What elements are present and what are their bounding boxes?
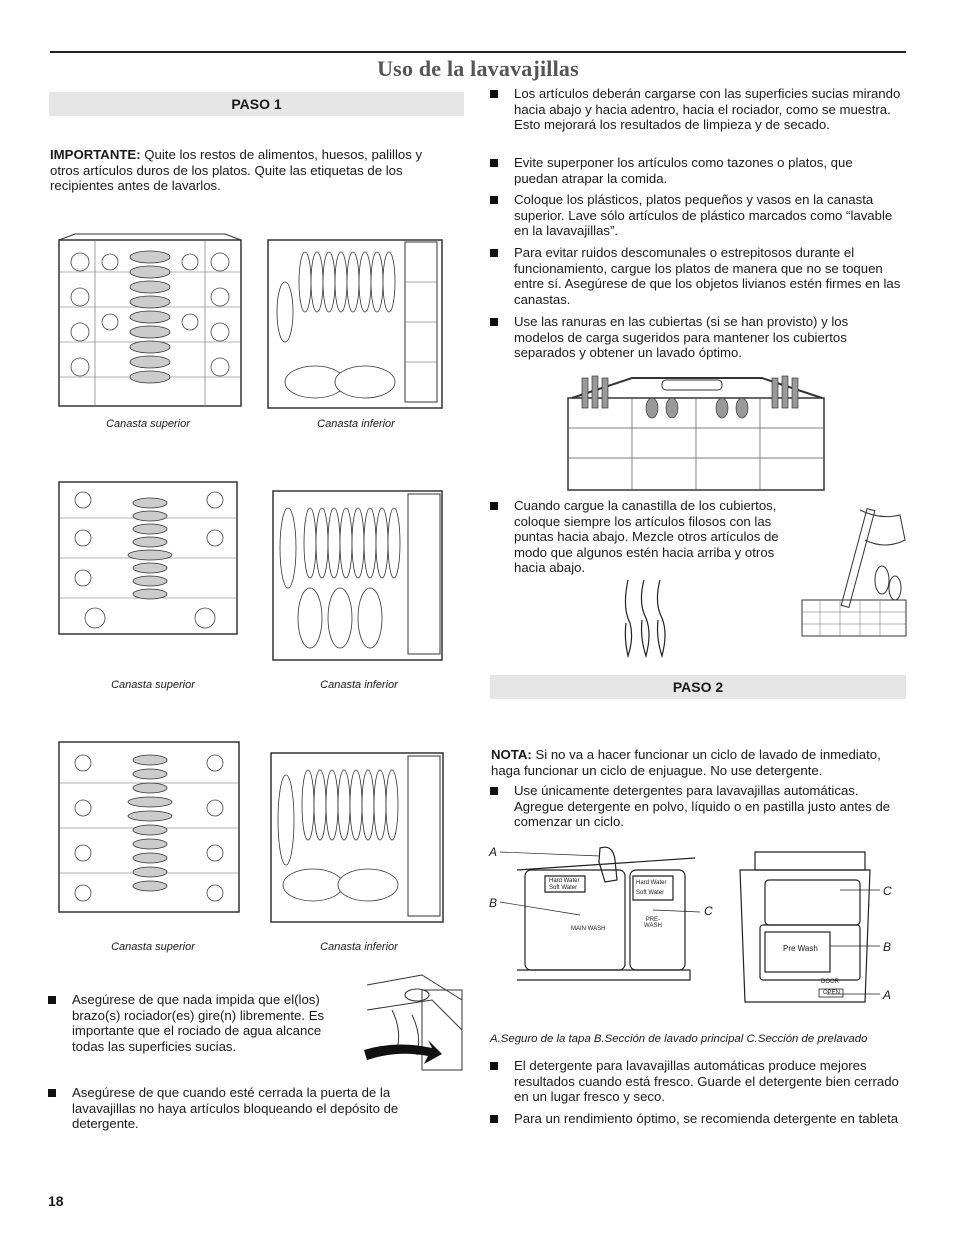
right-bullet-1: [490, 86, 900, 150]
lower-rack-image-1: [265, 232, 445, 412]
caption-lower-3: Canasta inferior: [320, 941, 398, 953]
right-bullet-5-text: Use las ranuras en las cubiertas (si se han provisto) y los modelos de carga sugeridos para mantener los cubiertos separados y obtener un lavado óptimo.: [514, 314, 849, 361]
bullet-square-icon: [490, 1062, 498, 1070]
right-bullet-4-text: Para evitar ruidos descomunales o estrepitosos durante el funcionamiento, cargue los platos de manera que no se toquen entre sí. Asegúrese de que los objetos livianos estén firmes en las canastas.: [514, 245, 901, 307]
step2-bullet-1-text: Use únicamente detergentes para lavavajillas automáticas. Agregue detergente en polvo, líquido o en pastilla justo antes de comenzar un ciclo.: [514, 783, 891, 830]
cutlery-bullet: [490, 498, 800, 578]
dispenser1-pre-wash: PRE- WASH: [644, 917, 662, 929]
caption-lower-2: Canasta inferior: [320, 679, 398, 691]
dispenser1-main-wash: MAIN WASH: [571, 926, 606, 932]
bullet-square-icon: [48, 996, 56, 1004]
step2-bullet-1: [490, 783, 900, 833]
page-title: Uso de la lavavajillas: [377, 56, 579, 81]
step2-bullet-3-text: Para un rendimiento óptimo, se recomienda detergente en tableta: [514, 1111, 899, 1126]
caption-upper-1: Canasta superior: [106, 418, 190, 430]
hand-loading-cutlery-image: [800, 500, 908, 638]
sharp-knives-image: [618, 578, 670, 660]
right-bullet-3-text: Coloque los plásticos, platos pequeños y vasos en la canasta superior. Lave sólo artículos de plástico marcados como “lavable en la lavavajillas”.: [514, 192, 893, 239]
top-rule: [50, 51, 906, 53]
step-2-header: PASO 2: [490, 675, 906, 699]
dispenser1-soft-water-1: Soft Water: [549, 885, 578, 891]
lower-rack-image-3: [268, 750, 446, 925]
dispenser2-open: OPEN: [823, 990, 841, 996]
importante-text: Quite los restos de alimentos, huesos, palillos y otros artículos duros de los platos. Quite las etiquetas de los recipientes antes de lavarlos.: [50, 147, 423, 194]
left-bullet-1-text: Asegúrese de que nada impida que el(los) brazo(s) rociador(es) gire(n) libremente. Es importante que el rociado de agua alcance todas las superficies sucias.: [72, 992, 325, 1054]
bullet-square-icon: [490, 159, 498, 167]
right-bullet-1-text: Los artículos deberán cargarse con las superficies sucias mirando hacia abajo y hacia adentro, hacia el rociador, como se muestra. Esto mejorará los resultados de limpieza y de secado.: [514, 86, 901, 133]
dispenser2-label-a: A: [883, 988, 892, 1002]
cutlery-bullet-text: Cuando cargue la canastilla de los cubiertos, coloque siempre los artículos filosos con las puntas hacia abajo. Mezcle otros artículos de modo que algunos estén hacia arriba y otros hacia abajo.: [514, 498, 779, 576]
dispenser1-label-b: B: [489, 896, 498, 910]
dispenser1-label-c: C: [704, 904, 713, 918]
bullet-square-icon: [490, 196, 498, 204]
upper-rack-image-1: [55, 232, 245, 412]
step-1-header: PASO 1: [49, 92, 464, 116]
page-number: 18: [48, 1193, 64, 1209]
caption-upper-3: Canasta superior: [111, 941, 195, 953]
step2-bullet-2-text: El detergente para lavavajillas automáticas produce mejores resultados cuando está fresco. Guarde el detergente bien cerrado en un lugar fresco y seco.: [514, 1058, 899, 1105]
upper-rack-image-2: [55, 478, 245, 638]
bullet-square-icon: [490, 318, 498, 326]
dispenser1-hard-water-2: Hard Water: [636, 880, 667, 886]
caption-upper-2: Canasta superior: [111, 679, 195, 691]
bullet-square-icon: [490, 502, 498, 510]
nota-text: Si no va a hacer funcionar un ciclo de lavado de inmediato, haga funcionar un ciclo de enjuague. No use detergente.: [491, 747, 881, 778]
step2-bullet-3: [490, 1111, 900, 1145]
left-bullet-1: [48, 992, 348, 1062]
lower-rack-image-2: [270, 488, 445, 663]
left-bullet-2-text: Asegúrese de que cuando esté cerrada la puerta de la lavavajillas no haya artículos bloqueando el depósito de detergente.: [72, 1085, 399, 1132]
dispenser1-hard-water-1: Hard Water: [549, 878, 580, 884]
right-bullet-2: [490, 155, 900, 189]
importante-paragraph: [50, 147, 450, 194]
bullet-square-icon: [490, 787, 498, 795]
upper-rack-image-3: [55, 738, 245, 918]
bullet-square-icon: [490, 249, 498, 257]
dispenser-diagram-2: [735, 850, 895, 1012]
dispenser1-label-a: A: [489, 845, 498, 859]
step2-bullet-2: [490, 1058, 900, 1108]
caption-lower-1: Canasta inferior: [317, 418, 395, 430]
dispenser2-label-b: B: [883, 940, 892, 954]
right-bullet-4: [490, 245, 900, 309]
spray-arm-image: [362, 970, 464, 1078]
right-bullet-2-text: Evite superponer los artículos como tazones o platos, que puedan atrapar la comida.: [514, 155, 853, 186]
importante-label: IMPORTANTE:: [50, 147, 141, 162]
nota-paragraph: [491, 747, 906, 778]
bullet-square-icon: [490, 90, 498, 98]
bullet-square-icon: [48, 1089, 56, 1097]
dispenser2-pre-wash: Pre Wash: [783, 944, 818, 953]
right-bullet-3: [490, 192, 900, 242]
dispenser1-soft-water-2: Soft Water: [636, 890, 665, 896]
right-bullet-5: [490, 314, 900, 364]
dispenser2-label-c: C: [883, 884, 892, 898]
bullet-square-icon: [490, 1115, 498, 1123]
dispenser-caption: A.Seguro de la tapa B.Sección de lavado principal C.Sección de prelavado: [490, 1033, 868, 1045]
cutlery-basket-image: [562, 368, 830, 495]
left-bullet-2: [48, 1085, 448, 1135]
dispenser2-door: DOOR: [821, 979, 839, 985]
nota-label: NOTA:: [491, 747, 532, 762]
dispenser-diagram-1: [485, 840, 713, 990]
